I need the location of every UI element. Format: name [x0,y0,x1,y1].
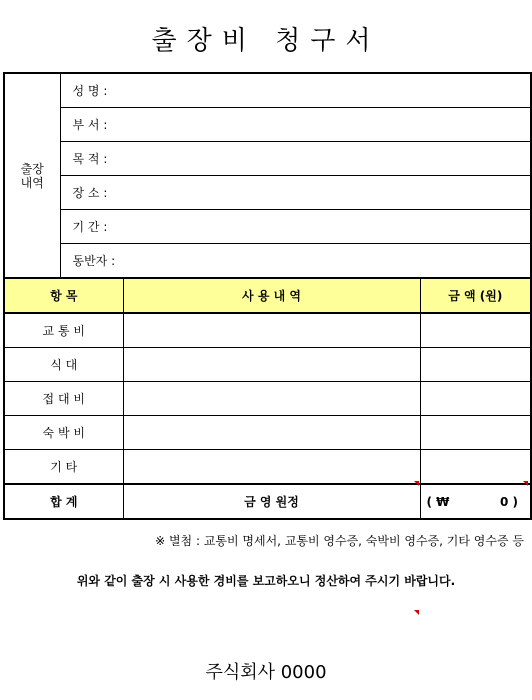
page-title: 출장비 청구서 [151,26,381,56]
department-label: 부 서 : [72,118,108,132]
name-field[interactable] [60,73,531,108]
expense-row-lodging [4,416,531,450]
total-label: 합 계 [4,484,123,519]
info-row-period [4,210,531,244]
header-amount: 금 액 (원) [420,278,531,313]
amount-cell[interactable] [420,416,531,450]
total-currency-close: 0 ) [500,494,519,509]
total-row [4,484,531,519]
purpose-label: 목 적 : [72,152,108,166]
detail-cell[interactable] [123,348,420,382]
info-row-place [4,176,531,210]
total-currency-open: ( ₩ [426,494,450,509]
comment-marker-icon [523,481,528,486]
expense-row-other [4,450,531,485]
expense-form-table [3,72,532,520]
period-label: 기 간 : [72,220,108,234]
total-amount [420,484,531,519]
item-label: 숙 박 비 [4,416,123,450]
amount-cell[interactable] [420,313,531,348]
detail-cell[interactable] [123,382,420,416]
amount-cell[interactable] [420,382,531,416]
detail-cell[interactable] [123,313,420,348]
info-row-companion [4,244,531,279]
header-detail: 사 용 내 역 [123,278,420,313]
detail-cell[interactable] [123,450,420,485]
comment-marker-icon [414,610,419,615]
place-label: 장 소 : [72,186,108,200]
info-row-department [4,108,531,142]
purpose-field[interactable] [60,142,531,176]
report-statement: 위와 같이 출장 시 사용한 경비를 보고하오니 정산하여 주시기 바랍니다. [76,574,456,588]
header-item: 항 목 [4,278,123,313]
expense-row-meals [4,348,531,382]
comment-marker-icon [414,481,419,486]
group-label-text: 출장 내역 [20,161,44,190]
item-label: 접 대 비 [4,382,123,416]
expense-header-row [4,278,531,313]
amount-cell[interactable] [420,450,531,485]
attachment-note: ※ 별첨 : 교통비 명세서, 교통비 영수증, 숙박비 영수증, 기타 영수증 등 [155,534,524,548]
total-amount-text: 금 영 원정 [123,484,420,519]
name-label: 성 명 : [72,84,108,98]
item-label: 기 타 [4,450,123,485]
amount-cell[interactable] [420,348,531,382]
companion-field[interactable] [60,244,531,279]
expense-row-transport [4,313,531,348]
period-field[interactable] [60,210,531,244]
place-field[interactable] [60,176,531,210]
companion-label: 동반자 : [72,254,116,268]
expense-row-entertainment [4,382,531,416]
department-field[interactable] [60,108,531,142]
group-label-trip-details [4,73,60,278]
info-row-purpose [4,142,531,176]
item-label: 식 대 [4,348,123,382]
info-row-name [4,73,531,108]
company-name: 주식회사 0000 [205,662,327,683]
detail-cell[interactable] [123,416,420,450]
item-label: 교 통 비 [4,313,123,348]
